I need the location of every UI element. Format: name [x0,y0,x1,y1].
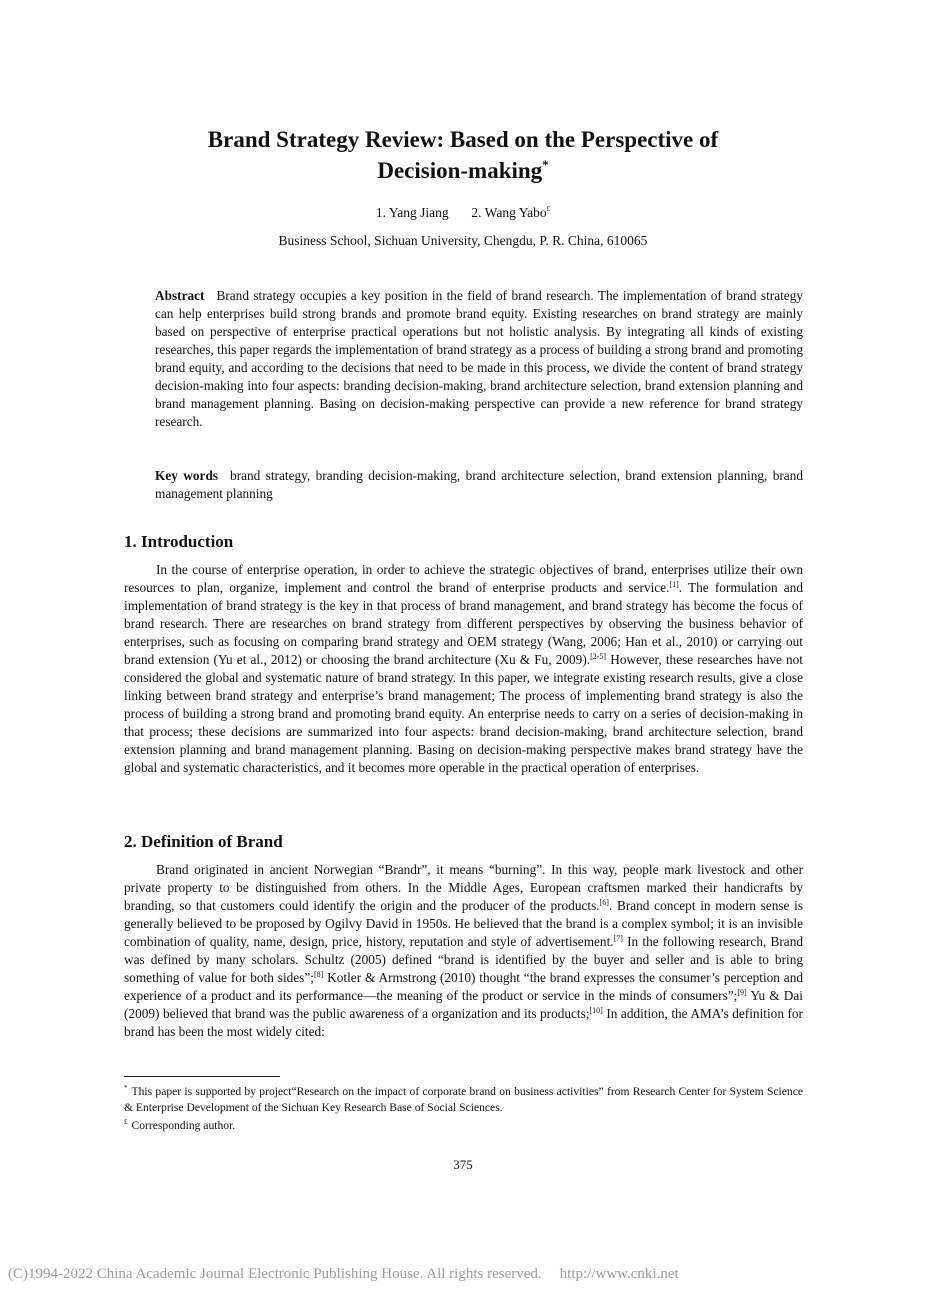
title-footnote-mark: * [542,157,549,172]
footnote-text: This paper is supported by project“Research on the impact of corporate brand on business activities” from Research Center for System Science & Enterprise Development of the Sichuan Key Research Base of Social Sciences. [124,1085,803,1114]
keywords [155,467,803,503]
author-list [120,204,806,222]
abstract-label: Abstract [155,288,205,303]
title-line-2: Decision-making [377,158,543,183]
abstract [155,287,803,431]
footnote-mark: £ [124,1118,128,1126]
citation-ref: [8] [313,970,324,979]
def-text-6: In addition, the AMA’s definition for brand has been the most widely cited: [124,1006,803,1039]
abstract-text: Brand strategy occupies a key position in the field of brand research. The implementation of brand strategy can help enterprises build strong brands and promote brand equity. Existing researches on brand strategy are mainly based on perspective of enterprise practical operations but not holistic analysis. By integrating all kinds of existing researches, this paper regards the implementation of brand strategy as a process of building a strong brand and promoting brand equity, and according to the decisions that need to be made in this process, we divide the content of brand strategy decision-making into four aspects: branding decision-making, brand architecture selection, brand extension planning and brand management planning. Basing on decision-making perspective can provide a new reference for brand strategy research. [155,288,803,429]
footnote-corresponding [124,1118,803,1134]
def-text-2: . Brand concept in modern sense is generally believed to be proposed by Ogilvy David in 1950s. He believed that the brand is a complex symbol; it is an invisible combination of quality, name, design, price, history, reputation and style of advertisement. [124,898,803,949]
section-heading-introduction: 1. Introduction [124,532,234,551]
def-text-4: Kotler & Armstrong (2010) thought “the brand expresses the consumer’s perception and experience of a product and its performance—the meaning of the product or service in the minds of consumers”; [124,970,804,1003]
footnote-mark: * [124,1084,128,1092]
def-text-5: Yu & Dai (2009) believed that brand was the public awareness of a organization and its products; [124,988,803,1021]
intro-text-2: . The formulation and implementation of brand strategy is the key in that process of brand management, and brand strategy has become the focus of brand research. There are researches on brand strategy from different perspectives by observing the business behavior of enterprises, such as focusing on comparing brand strategy and OEM strategy (Wang, 2006; Han et al., 2010) or carrying out brand extension (Yu et al., 2012) or choosing the brand architecture (Xu & Fu, 2009). [124,580,803,667]
citation-ref: [10] [589,1006,603,1015]
keywords-label: Key words [155,468,219,483]
cnki-url: http://www.cnki.net [559,1266,679,1282]
citation-ref: [6] [599,898,609,907]
footnote-divider [124,1076,280,1077]
intro-text-1: In the course of enterprise operation, in order to achieve the strategic objectives of brand, enterprises utilize their own resources to plan, organize, implement and control the brand of enterprise products and service. [124,562,803,595]
page-number: 375 [453,1157,473,1172]
citation-ref: [7] [613,934,623,943]
copyright-text: (C)1994-2022 China Academic Journal Electronic Publishing House. All rights reserved. [8,1266,542,1282]
citation-ref: [9] [737,988,747,997]
intro-text-3: However, these researches have not considered the global and systematic nature of brand strategy. In this paper, we integrate existing research results, give a close linking between brand strategy and enterprise’s brand management; The process of implementing brand strategy is also the process of building a strong brand and promoting brand equity. An enterprise needs to carry on a series of decision-making in that process; these decisions are summarized into four aspects: brand decision-making, brand architecture selection, brand extension planning and brand management planning. Basing on decision-making perspective makes brand strategy have the global and systematic characteristics, and it becomes more operable in the practical operation of enterprises. [124,652,803,775]
def-text-3: In the following research, Brand was defined by many scholars. Schultz (2005) defined “brand is identified by the buyer and seller and is able to bring something of value for both sides”; [124,934,803,985]
def-text-1: Brand originated in ancient Norwegian “Brandr”, it means “burning”. In this way, people mark livestock and other private property to be distinguished from others. In the Middle Ages, European craftsmen marked their handicrafts by branding, so that customers could identify the origin and the producer of the products. [124,862,803,913]
corresponding-author-mark: £ [546,205,551,213]
author-1: 1. Yang Jiang [375,205,449,220]
citation-ref: [2-5] [590,652,607,661]
keywords-text: brand strategy, branding decision-making, brand architecture selection, brand extension planning, brand management planning [155,468,803,501]
footnote-project [124,1084,803,1116]
paper-title [120,124,806,186]
citation-ref: [1] [669,580,679,589]
affiliation: Business School, Sichuan University, Chengdu, P. R. China, 610065 [278,233,648,248]
copyright-watermark [8,1265,908,1283]
section-heading-definition: 2. Definition of Brand [124,832,283,851]
definition-paragraph [124,861,803,1041]
title-line-1: Brand Strategy Review: Based on the Perspective of [207,127,719,152]
footnote-text: Corresponding author. [131,1119,236,1132]
author-2: 2. Wang Yabo [471,205,547,220]
introduction-paragraph [124,561,803,777]
